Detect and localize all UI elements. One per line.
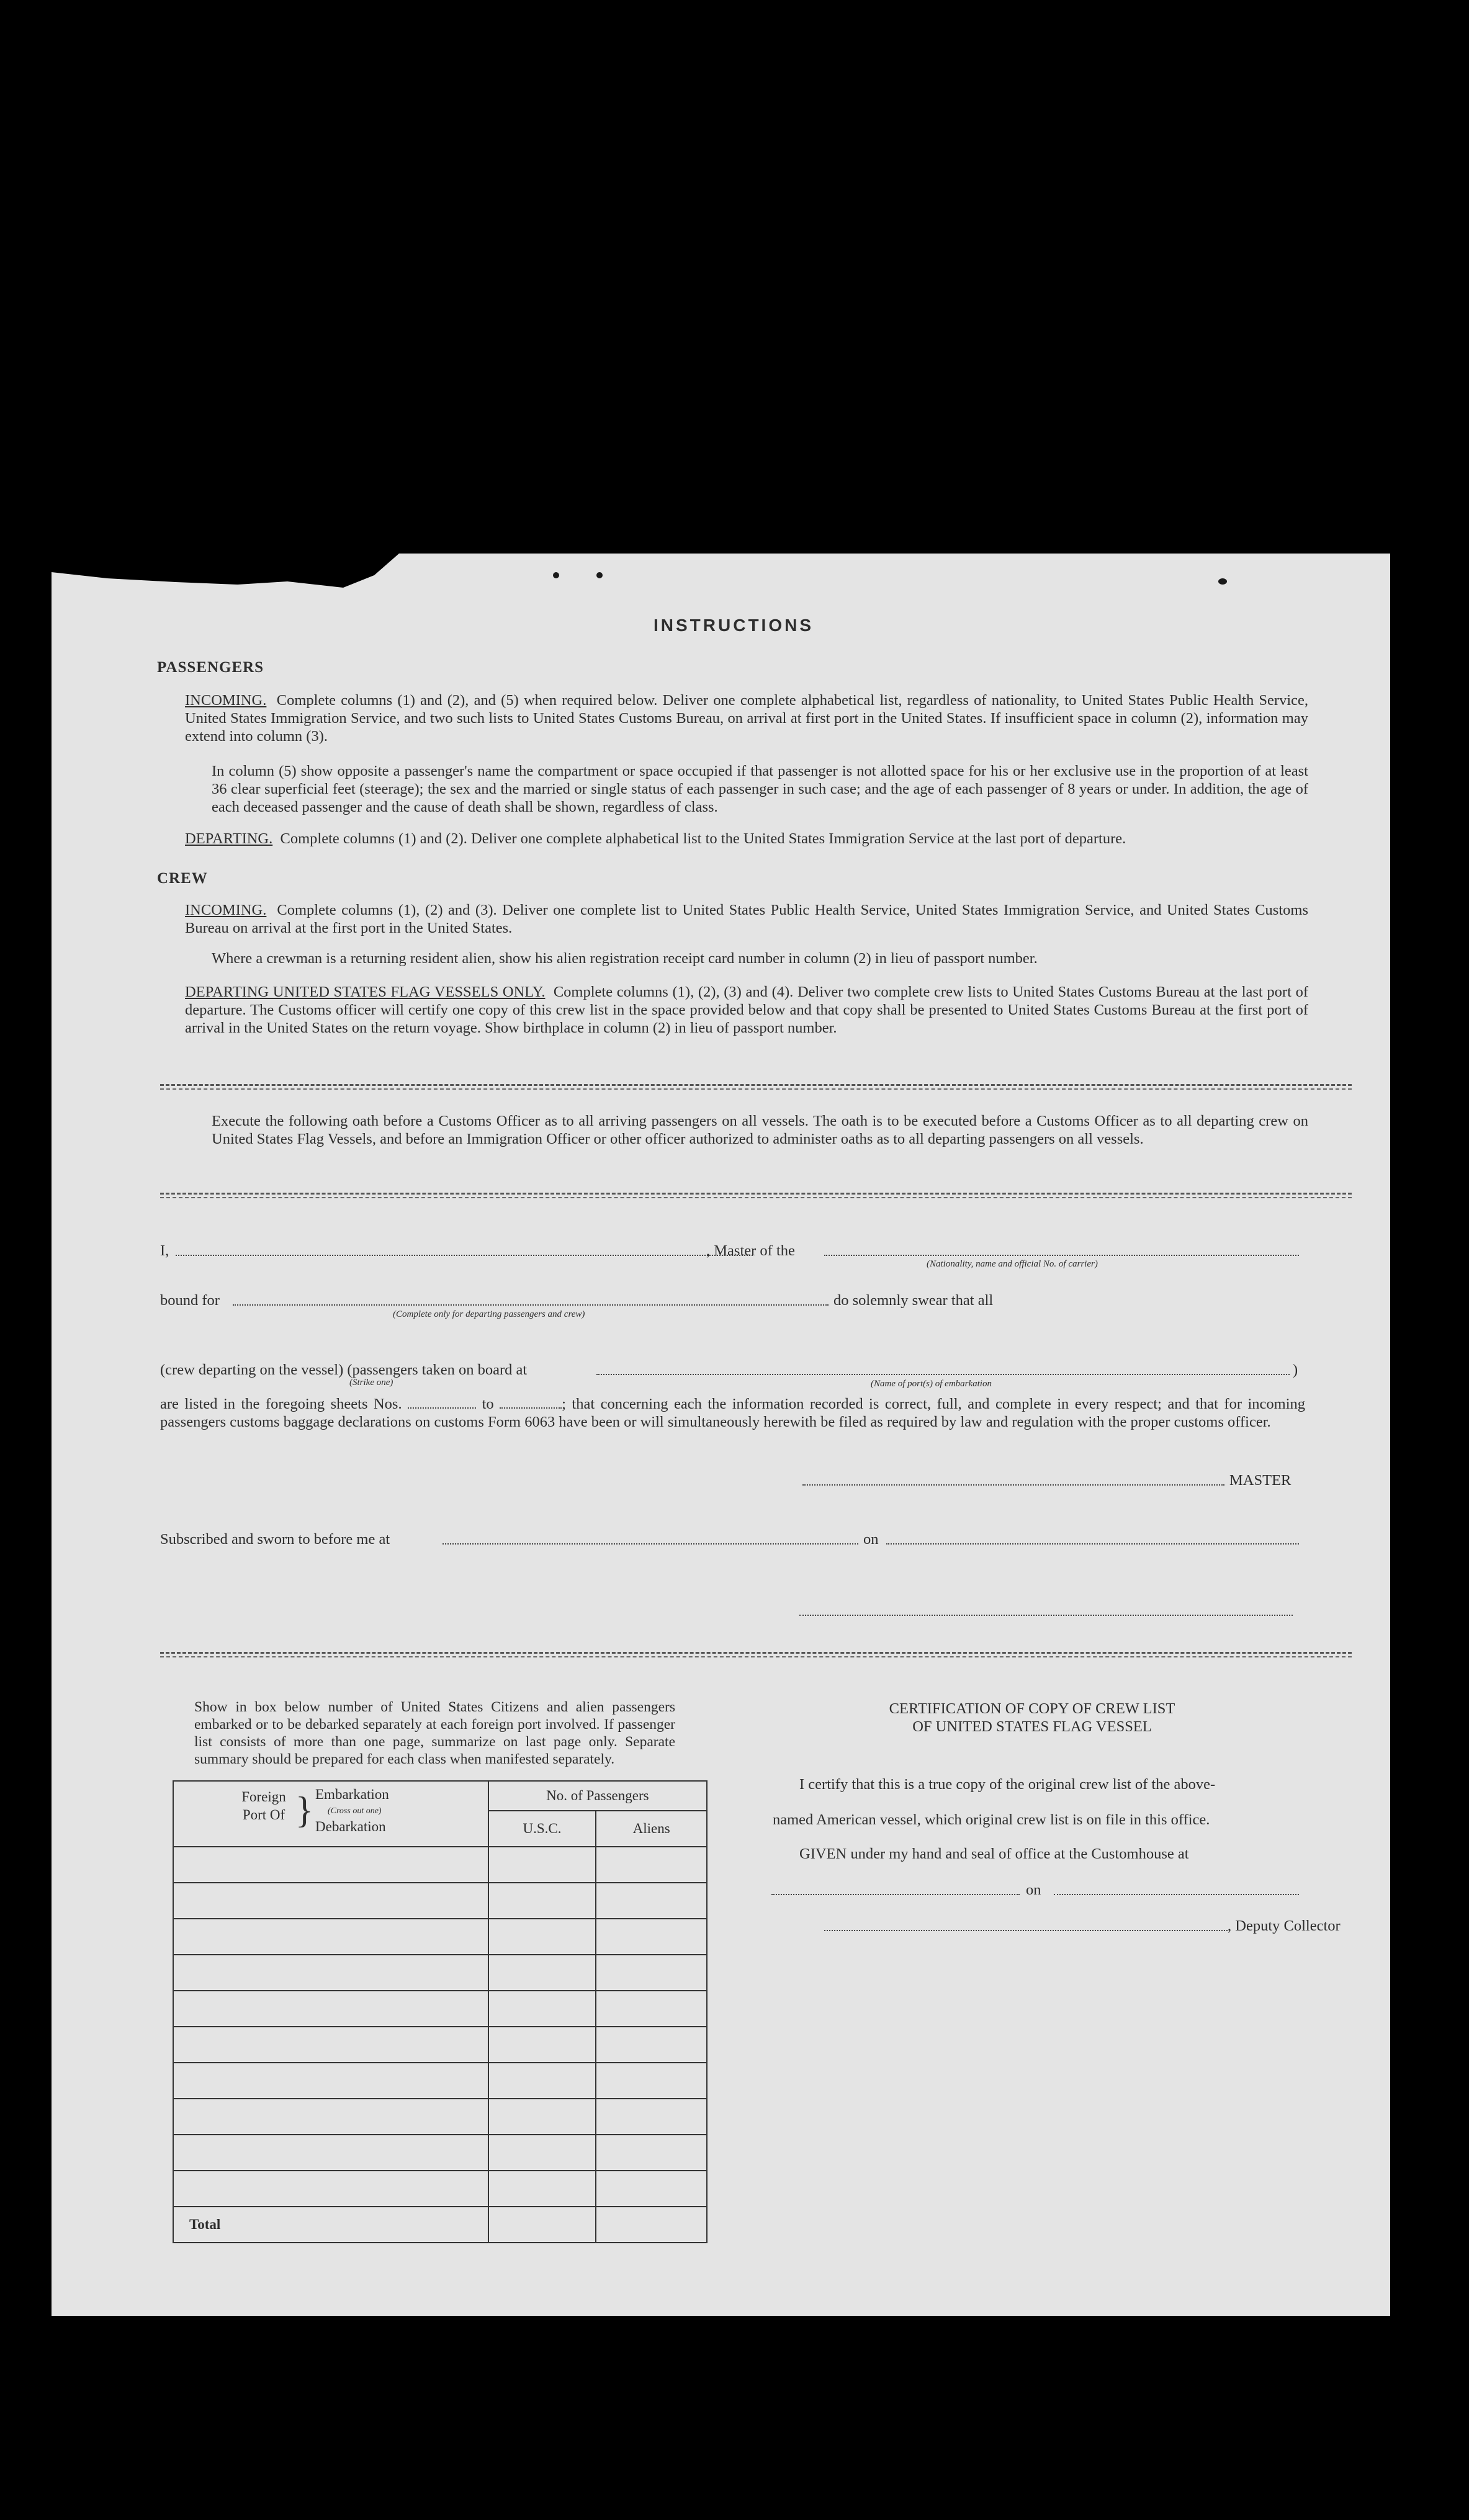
debarkation-label: Debarkation (315, 1819, 386, 1834)
crew-resident-paragraph: Where a crewman is a returning resident alien, show his alien registration receipt card number in column (2) in lieu of passport number. (212, 950, 1038, 967)
crew-departing (185, 983, 1308, 1037)
usc-cell[interactable] (488, 1883, 596, 1919)
usc-cell[interactable] (488, 1991, 596, 2027)
table-row (173, 1955, 707, 1991)
close-paren: ) (1293, 1361, 1298, 1378)
passengers-departing (185, 830, 1308, 848)
speck (553, 572, 559, 578)
usc-cell[interactable] (488, 2063, 596, 2099)
port-cell[interactable] (173, 2171, 488, 2207)
cert-on-label: on (1026, 1881, 1041, 1898)
certification-title (778, 1700, 1287, 1736)
table-row (173, 2135, 707, 2171)
crew-departing-text: Complete columns (1), (2), (3) and (4). Deliver two complete crew lists to United States Customs Bureau at the last port of departure. The Customs officer will certify one copy of this crew list in the space provided below and that copy shall be presented to United States Customs Bureau at the first port of arrival in the United States on the return voyage. Show birthplace in column (2) in lieu of passport number. (185, 984, 1308, 1036)
sheet-to-field[interactable] (500, 1407, 562, 1409)
master-label: MASTER (1229, 1472, 1292, 1489)
table-row (173, 2063, 707, 2099)
vessel-field[interactable] (824, 1255, 1299, 1256)
table-row (173, 1883, 707, 1919)
aliens-cell[interactable] (596, 2027, 707, 2063)
crew-incoming (185, 901, 1308, 937)
total-aliens-cell[interactable] (596, 2207, 707, 2243)
nationality-note: (Nationality, name and official No. of carrier) (927, 1259, 1098, 1269)
table-row (173, 2099, 707, 2135)
total-label: Total (173, 2207, 488, 2243)
table-row (173, 1991, 707, 2027)
ports-note: (Name of port(s) of embarkation (871, 1379, 992, 1389)
page-title: INSTRUCTIONS (654, 616, 814, 635)
bound-for-field[interactable] (233, 1304, 829, 1306)
port-cell[interactable] (173, 1883, 488, 1919)
embarkation-label: Embarkation (315, 1787, 389, 1802)
aliens-cell[interactable] (596, 2099, 707, 2135)
crew-departing-label: DEPARTING UNITED STATES FLAG VESSELS ONLY. (185, 984, 546, 1000)
aliens-cell[interactable] (596, 1955, 707, 1991)
officer-signature-field[interactable] (799, 1615, 1293, 1616)
bound-for-label: bound for (160, 1292, 220, 1309)
port-cell[interactable] (173, 2099, 488, 2135)
cert-title-line1: CERTIFICATION OF COPY OF CREW LIST (889, 1700, 1175, 1717)
subscribed-label: Subscribed and sworn to before me at (160, 1531, 390, 1548)
aliens-cell[interactable] (596, 2135, 707, 2171)
aliens-header: Aliens (596, 1811, 707, 1847)
total-row (173, 2207, 707, 2243)
master-of-label: , Master of the (706, 1242, 795, 1259)
departing-note: (Complete only for departing passengers and crew) (393, 1309, 585, 1319)
total-usc-cell[interactable] (488, 2207, 596, 2243)
cross-out-note: (Cross out one) (328, 1806, 382, 1816)
crew-heading: CREW (157, 870, 208, 887)
usc-cell[interactable] (488, 2171, 596, 2207)
speck (1218, 578, 1227, 585)
aliens-cell[interactable] (596, 1847, 707, 1883)
port-cell[interactable] (173, 2135, 488, 2171)
aliens-cell[interactable] (596, 2063, 707, 2099)
usc-cell[interactable] (488, 1847, 596, 1883)
cert-title-line2: OF UNITED STATES FLAG VESSEL (912, 1718, 1152, 1735)
incoming-text: Complete columns (1) and (2), and (5) when required below. Deliver one complete alphabetical list, regardless of nationality, to United States Public Health Service, United States Immigration Service, and two such lists to United States Customs Bureau, on arrival at first port in the United States. If insufficient space in column (2), information may extend into column (3). (185, 692, 1309, 745)
divider (160, 1084, 1352, 1090)
speck (596, 572, 603, 578)
departing-text: Complete columns (1) and (2). Deliver one complete alphabetical list to the United States Immigration Service at the last port of departure. (280, 830, 1126, 847)
strike-one-note: (Strike one) (349, 1378, 393, 1388)
certify-text: I certify that this is a true copy of the original crew list of the above- (799, 1776, 1216, 1793)
sheets-b: ; that concerning each the information recorded is correct, full, and complete in every respect; and that for incoming passengers customs baggage declarations on customs Form 6063 have been or will simultaneously herewith be filed as required by law and regulation with the proper customs officer. (160, 1396, 1306, 1430)
table-row (173, 2027, 707, 2063)
usc-cell[interactable] (488, 2099, 596, 2135)
oath-intro: Execute the following oath before a Customs Officer as to all arriving passengers on all vessels. The oath is to be executed before a Customs Officer as to all departing crew on United States Flag Vessels, and before an Immigration Officer or other officer authorized to administer oaths as to all departing passengers on all vessels. (212, 1113, 1308, 1147)
summary-instructions: Show in box below number of United States Citizens and alien passengers embarked or to be debarked separately at each foreign port involved. If passenger list consists of more than one page, summarize on last page only. Separate summary should be prepared for each class when manifested separately. (194, 1699, 675, 1767)
brace: } (295, 1790, 313, 1831)
usc-cell[interactable] (488, 1919, 596, 1955)
i-label: I, (160, 1242, 169, 1259)
sheet-from-field[interactable] (408, 1407, 476, 1409)
swear-text: do solemnly swear that all (833, 1292, 994, 1309)
port-cell[interactable] (173, 1847, 488, 1883)
master-name-field[interactable] (176, 1255, 753, 1256)
given-text: GIVEN under my hand and seal of office at the Customhouse at (799, 1845, 1189, 1862)
divider (160, 1193, 1352, 1198)
aliens-cell[interactable] (596, 1919, 707, 1955)
master-signature-field[interactable] (802, 1484, 1224, 1486)
column5-paragraph: In column (5) show opposite a passenger's name the compartment or space occupied if that passenger is not allotted space for his or her exclusive use in the proportion of at least 36 clear superficial feet (steerage); the sex and the married or single status of each passenger in such case; and the age of each passenger of 8 years or under. In addition, the age of each deceased passenger and the cause of death shall be shown, regardless of class. (212, 763, 1308, 815)
port-cell[interactable] (173, 2027, 488, 2063)
aliens-cell[interactable] (596, 1991, 707, 2027)
incoming-label: INCOMING. (185, 692, 267, 709)
port-cell[interactable] (173, 1919, 488, 1955)
customhouse-field[interactable] (771, 1894, 1020, 1895)
usc-cell[interactable] (488, 2027, 596, 2063)
passengers-incoming (185, 691, 1308, 745)
sworn-place-field[interactable] (442, 1543, 858, 1545)
sheets-paragraph (160, 1395, 1305, 1431)
usc-header: U.S.C. (488, 1811, 596, 1847)
cert-date-field[interactable] (1054, 1894, 1299, 1895)
form-sheet (52, 554, 1390, 2316)
port-header-cell (173, 1781, 488, 1847)
passenger-summary-table (173, 1780, 708, 2243)
torn-edge (52, 554, 1390, 591)
passengers-heading: PASSENGERS (157, 659, 264, 676)
table-row (173, 1919, 707, 1955)
port-cell[interactable] (173, 1991, 488, 2027)
departing-label: DEPARTING. (185, 830, 273, 847)
aliens-cell[interactable] (596, 1883, 707, 1919)
deputy-label: , Deputy Collector (1228, 1917, 1341, 1934)
usc-cell[interactable] (488, 1955, 596, 1991)
port-cell[interactable] (173, 2063, 488, 2099)
sheets-to: to (482, 1396, 494, 1412)
sheets-a: are listed in the foregoing sheets Nos. (160, 1396, 402, 1412)
sworn-date-field[interactable] (886, 1543, 1299, 1545)
named-text: named American vessel, which original crew list is on file in this office. (773, 1811, 1210, 1828)
no-passengers-header: No. of Passengers (488, 1781, 707, 1811)
foreign-port-of: Foreign Port Of (241, 1789, 286, 1823)
table-row (173, 2171, 707, 2207)
crew-incoming-text: Complete columns (1), (2) and (3). Deliver one complete list to United States Public Health Service, United States Immigration Service, and United States Customs Bureau on arrival at the first port in the United States. (185, 902, 1308, 936)
usc-cell[interactable] (488, 2135, 596, 2171)
aliens-cell[interactable] (596, 2171, 707, 2207)
sworn-on-label: on (863, 1531, 879, 1548)
crew-incoming-label: INCOMING. (185, 902, 267, 918)
deputy-signature-field[interactable] (824, 1930, 1228, 1931)
port-cell[interactable] (173, 1955, 488, 1991)
crew-departing-text: (crew departing on the vessel) (passengers taken on board at (160, 1361, 528, 1378)
embarkation-port-field[interactable] (596, 1374, 1290, 1375)
table-row (173, 1847, 707, 1883)
divider (160, 1652, 1352, 1657)
